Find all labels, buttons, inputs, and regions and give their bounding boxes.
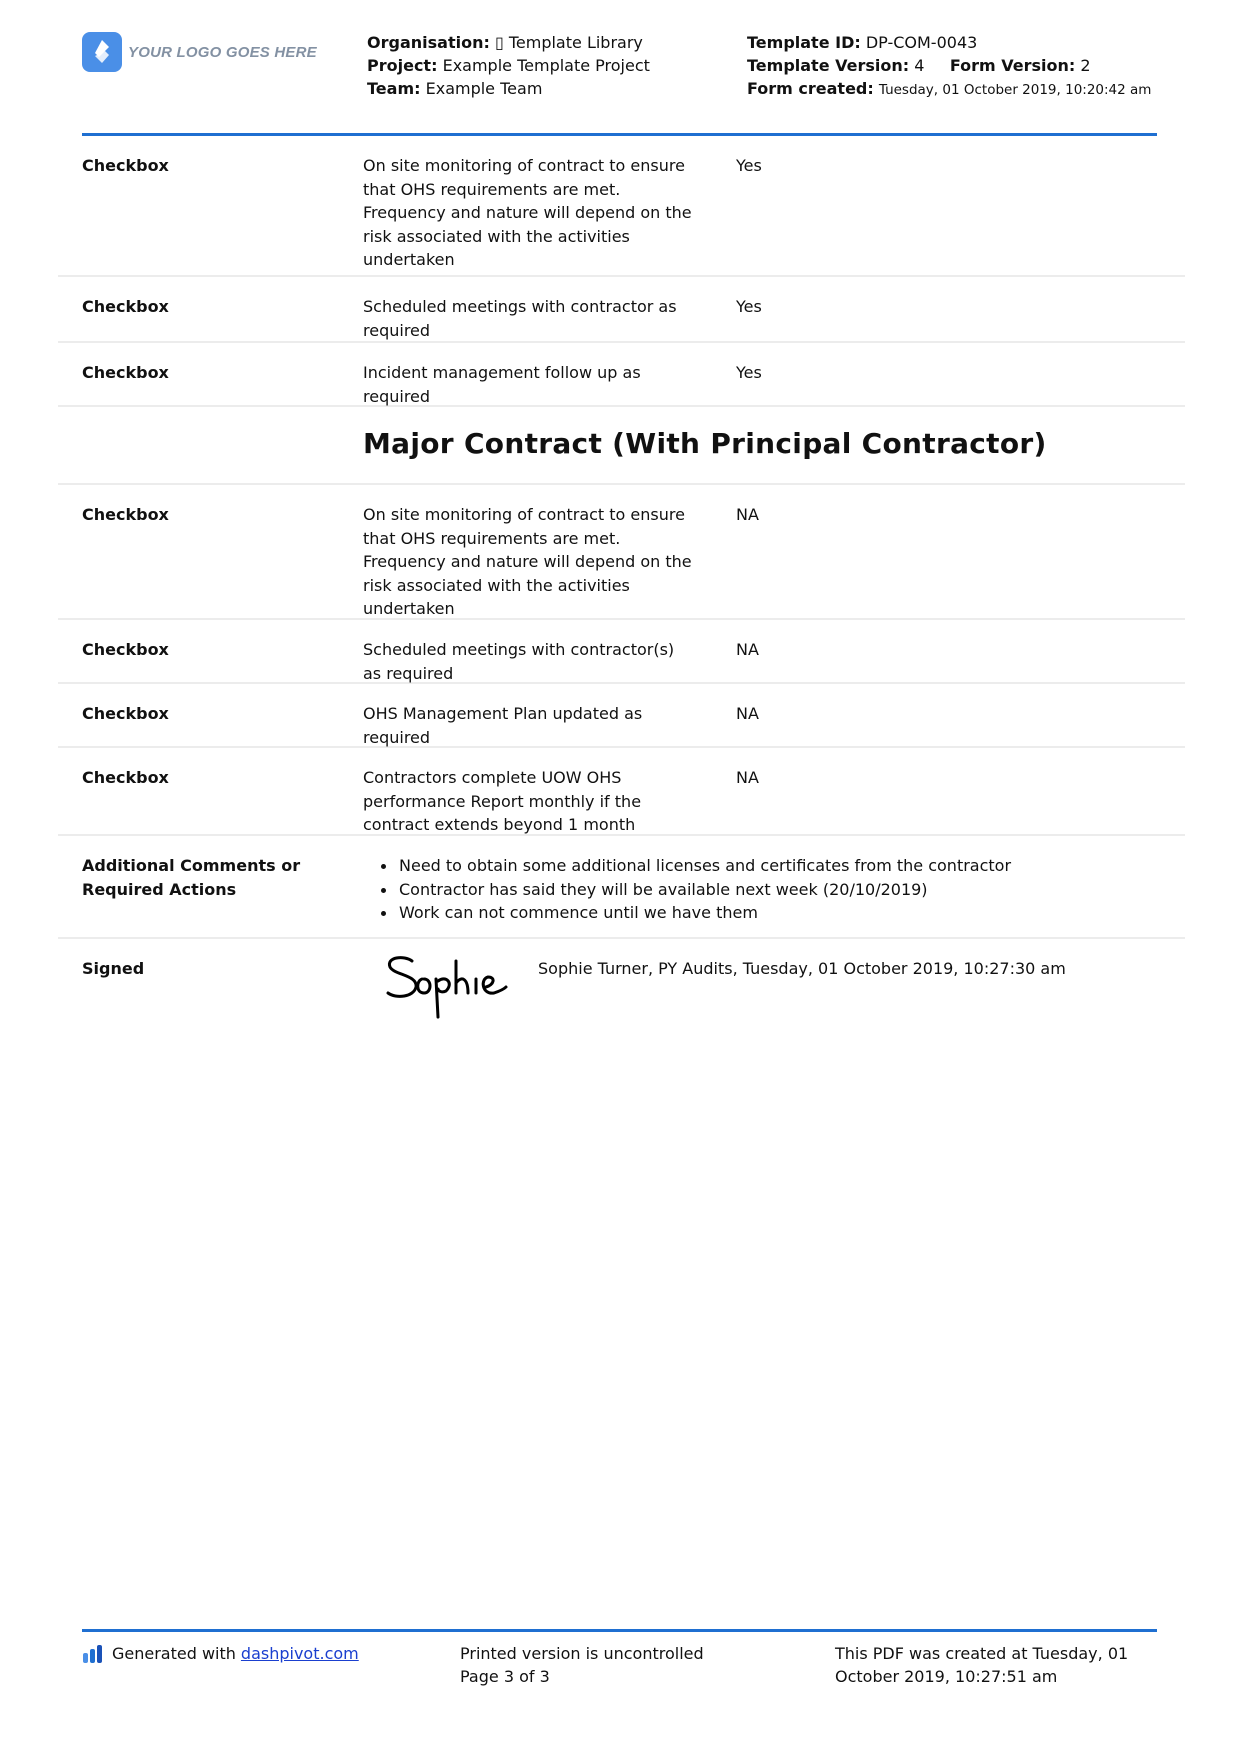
signed-details: Sophie Turner, PY Audits, Tuesday, 01 October 2019, 10:27:30 am	[538, 959, 1066, 978]
row-label: Checkbox	[82, 363, 169, 382]
row-description: On site monitoring of contract to ensure that OHS requirements are met. Frequency and nature will depend on the risk associated with the activities undertaken	[363, 156, 692, 269]
template-version-value: 4	[914, 56, 925, 75]
company-logo	[82, 32, 317, 72]
section-heading-row	[58, 407, 1185, 485]
table-row	[58, 620, 1185, 684]
row-description: On site monitoring of contract to ensure that OHS requirements are met. Frequency and nature will depend on the risk associated with the activities undertaken	[363, 505, 692, 618]
section-title: Major Contract (With Principal Contractor)	[363, 427, 1047, 460]
dashpivot-link[interactable]: dashpivot.com	[240, 1644, 359, 1663]
logo-icon	[82, 32, 122, 72]
list-item: Work can not commence until we have them	[363, 901, 1011, 925]
page-header	[82, 28, 1157, 136]
comments-row	[58, 836, 1185, 939]
list-item: Contractor has said they will be available next week (20/10/2019)	[363, 878, 1011, 902]
row-value: NA	[736, 505, 759, 524]
table-row	[58, 343, 1185, 407]
table-row	[58, 136, 1185, 277]
row-description: Incident management follow up as required	[363, 363, 641, 406]
project-label: Project:	[367, 56, 438, 75]
print-notice	[460, 1642, 704, 1688]
row-description: OHS Management Plan updated as required	[363, 704, 643, 747]
footer-divider	[82, 1629, 1157, 1632]
page-number: Page 3 of 3	[460, 1667, 550, 1686]
generated-prefix: Generated with	[112, 1644, 236, 1663]
row-value: NA	[736, 768, 759, 787]
row-label: Checkbox	[82, 704, 169, 723]
form-version-label: Form Version:	[949, 56, 1076, 75]
signed-label: Signed	[82, 959, 145, 978]
template-info	[747, 31, 1157, 102]
table-row	[58, 277, 1185, 343]
comments-label: Additional Comments or Required Actions	[82, 856, 301, 899]
row-description: Contractors complete UOW OHS performance Report monthly if the contract extends beyond 1 month	[363, 768, 642, 834]
row-description: Scheduled meetings with contractor(s) as required	[363, 640, 675, 683]
row-description: Scheduled meetings with contractor as required	[363, 297, 677, 340]
row-value: Yes	[736, 156, 762, 175]
row-value: NA	[736, 704, 759, 723]
pdf-created-text: This PDF was created at Tuesday, 01 October 2019, 10:27:51 am	[835, 1644, 1129, 1686]
dashpivot-icon	[82, 1644, 104, 1664]
comments-list	[363, 854, 1011, 925]
project-value: Example Template Project	[442, 56, 650, 75]
signature-row	[58, 939, 1185, 1029]
row-label: Checkbox	[82, 156, 169, 175]
team-label: Team:	[367, 79, 421, 98]
generated-with	[82, 1642, 359, 1665]
table-row	[58, 684, 1185, 748]
organisation-label: Organisation:	[367, 33, 490, 52]
template-id-value: DP-COM-0043	[865, 33, 978, 52]
row-value: Yes	[736, 297, 762, 316]
row-label: Checkbox	[82, 768, 169, 787]
team-value: Example Team	[425, 79, 543, 98]
list-item: Need to obtain some additional licenses and certificates from the contractor	[363, 854, 1011, 878]
organisation-info	[367, 31, 650, 100]
uncontrolled-text: Printed version is uncontrolled	[460, 1644, 704, 1663]
template-version-label: Template Version:	[747, 56, 910, 75]
table-row	[58, 748, 1185, 836]
form-version-value: 2	[1080, 56, 1091, 75]
template-id-label: Template ID:	[747, 33, 861, 52]
signature-image	[378, 949, 518, 1023]
logo-text: YOUR LOGO GOES HERE	[128, 43, 317, 61]
row-label: Checkbox	[82, 505, 169, 524]
form-rows	[58, 136, 1185, 1029]
organisation-value: ▯ Template Library	[494, 33, 643, 52]
row-label: Checkbox	[82, 640, 169, 659]
form-created-value: Tuesday, 01 October 2019, 10:20:42 am	[878, 82, 1152, 98]
form-created-label: Form created:	[747, 79, 874, 98]
row-label: Checkbox	[82, 297, 169, 316]
row-value: Yes	[736, 363, 762, 382]
row-value: NA	[736, 640, 759, 659]
table-row	[58, 485, 1185, 620]
